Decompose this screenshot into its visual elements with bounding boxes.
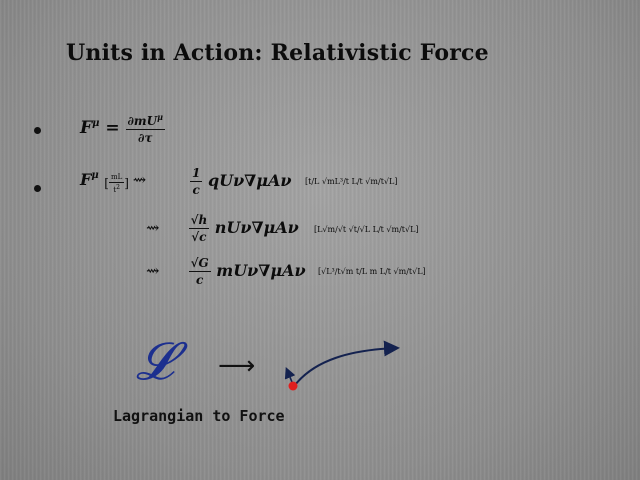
equation-force-units — [80, 170, 146, 194]
units-tail-text: [√L³/t√m t/L m L/t √m/t√L] — [318, 267, 426, 276]
equation-line-gravity — [146, 256, 306, 287]
equation-body: nUν∇μAν — [214, 218, 299, 237]
force-arrow-icon — [287, 370, 292, 382]
prefactor-numerator: 1 — [192, 166, 201, 180]
diagram-caption: Lagrangian to Force — [113, 407, 285, 425]
prefactor-denominator: c — [195, 273, 204, 287]
leads-to-symbol: ⇝ — [146, 218, 160, 237]
prefactor-denominator: √c — [191, 230, 207, 244]
mu-index: μ — [92, 118, 100, 129]
bullet-dot — [34, 185, 41, 192]
units-tail — [314, 225, 419, 234]
units-tail — [305, 177, 397, 186]
leads-to-symbol: ⇝ — [132, 170, 147, 189]
units-tail-text: [L√m/√t √t/√L L/t √m/t√L] — [314, 225, 419, 234]
trajectory-curve — [295, 348, 396, 385]
derivative-fraction — [126, 112, 165, 145]
equals-sign: = — [105, 118, 120, 138]
equation-force-definition — [80, 112, 165, 145]
leads-to-symbol: ⇝ — [146, 261, 160, 280]
equation-body: mUν∇μAν — [216, 261, 306, 280]
force-symbol: F — [80, 170, 92, 189]
prefactor-denominator: c — [192, 183, 200, 197]
derivative-numerator: ∂mU — [127, 114, 158, 128]
force-symbol: F — [80, 118, 93, 138]
equation-body: qUν∇μAν — [207, 171, 292, 190]
prefactor-numerator: √h — [190, 213, 208, 227]
derivative-denominator: ∂τ — [137, 131, 153, 145]
slide-title: Units in Action: Relativistic Force — [66, 40, 489, 66]
bullet-dot — [34, 127, 41, 134]
equation-line-planck — [146, 213, 299, 244]
particle-dot — [289, 382, 298, 391]
prefactor-numerator: √G — [190, 256, 209, 270]
numerator-mu: μ — [157, 112, 163, 122]
units-tail — [318, 267, 426, 276]
equation-line-charge — [190, 166, 291, 197]
mu-index: μ — [91, 170, 99, 181]
force-units-bracket: [ $\frac{mL}{t2}$ ] — [104, 173, 129, 194]
right-arrow-icon: ⟶ — [218, 351, 256, 381]
units-tail-text: [t/L √mL³/t L/t √m/t√L] — [305, 177, 398, 186]
trajectory-diagram — [270, 335, 410, 395]
lagrangian-symbol: 𝓛 — [136, 332, 174, 392]
